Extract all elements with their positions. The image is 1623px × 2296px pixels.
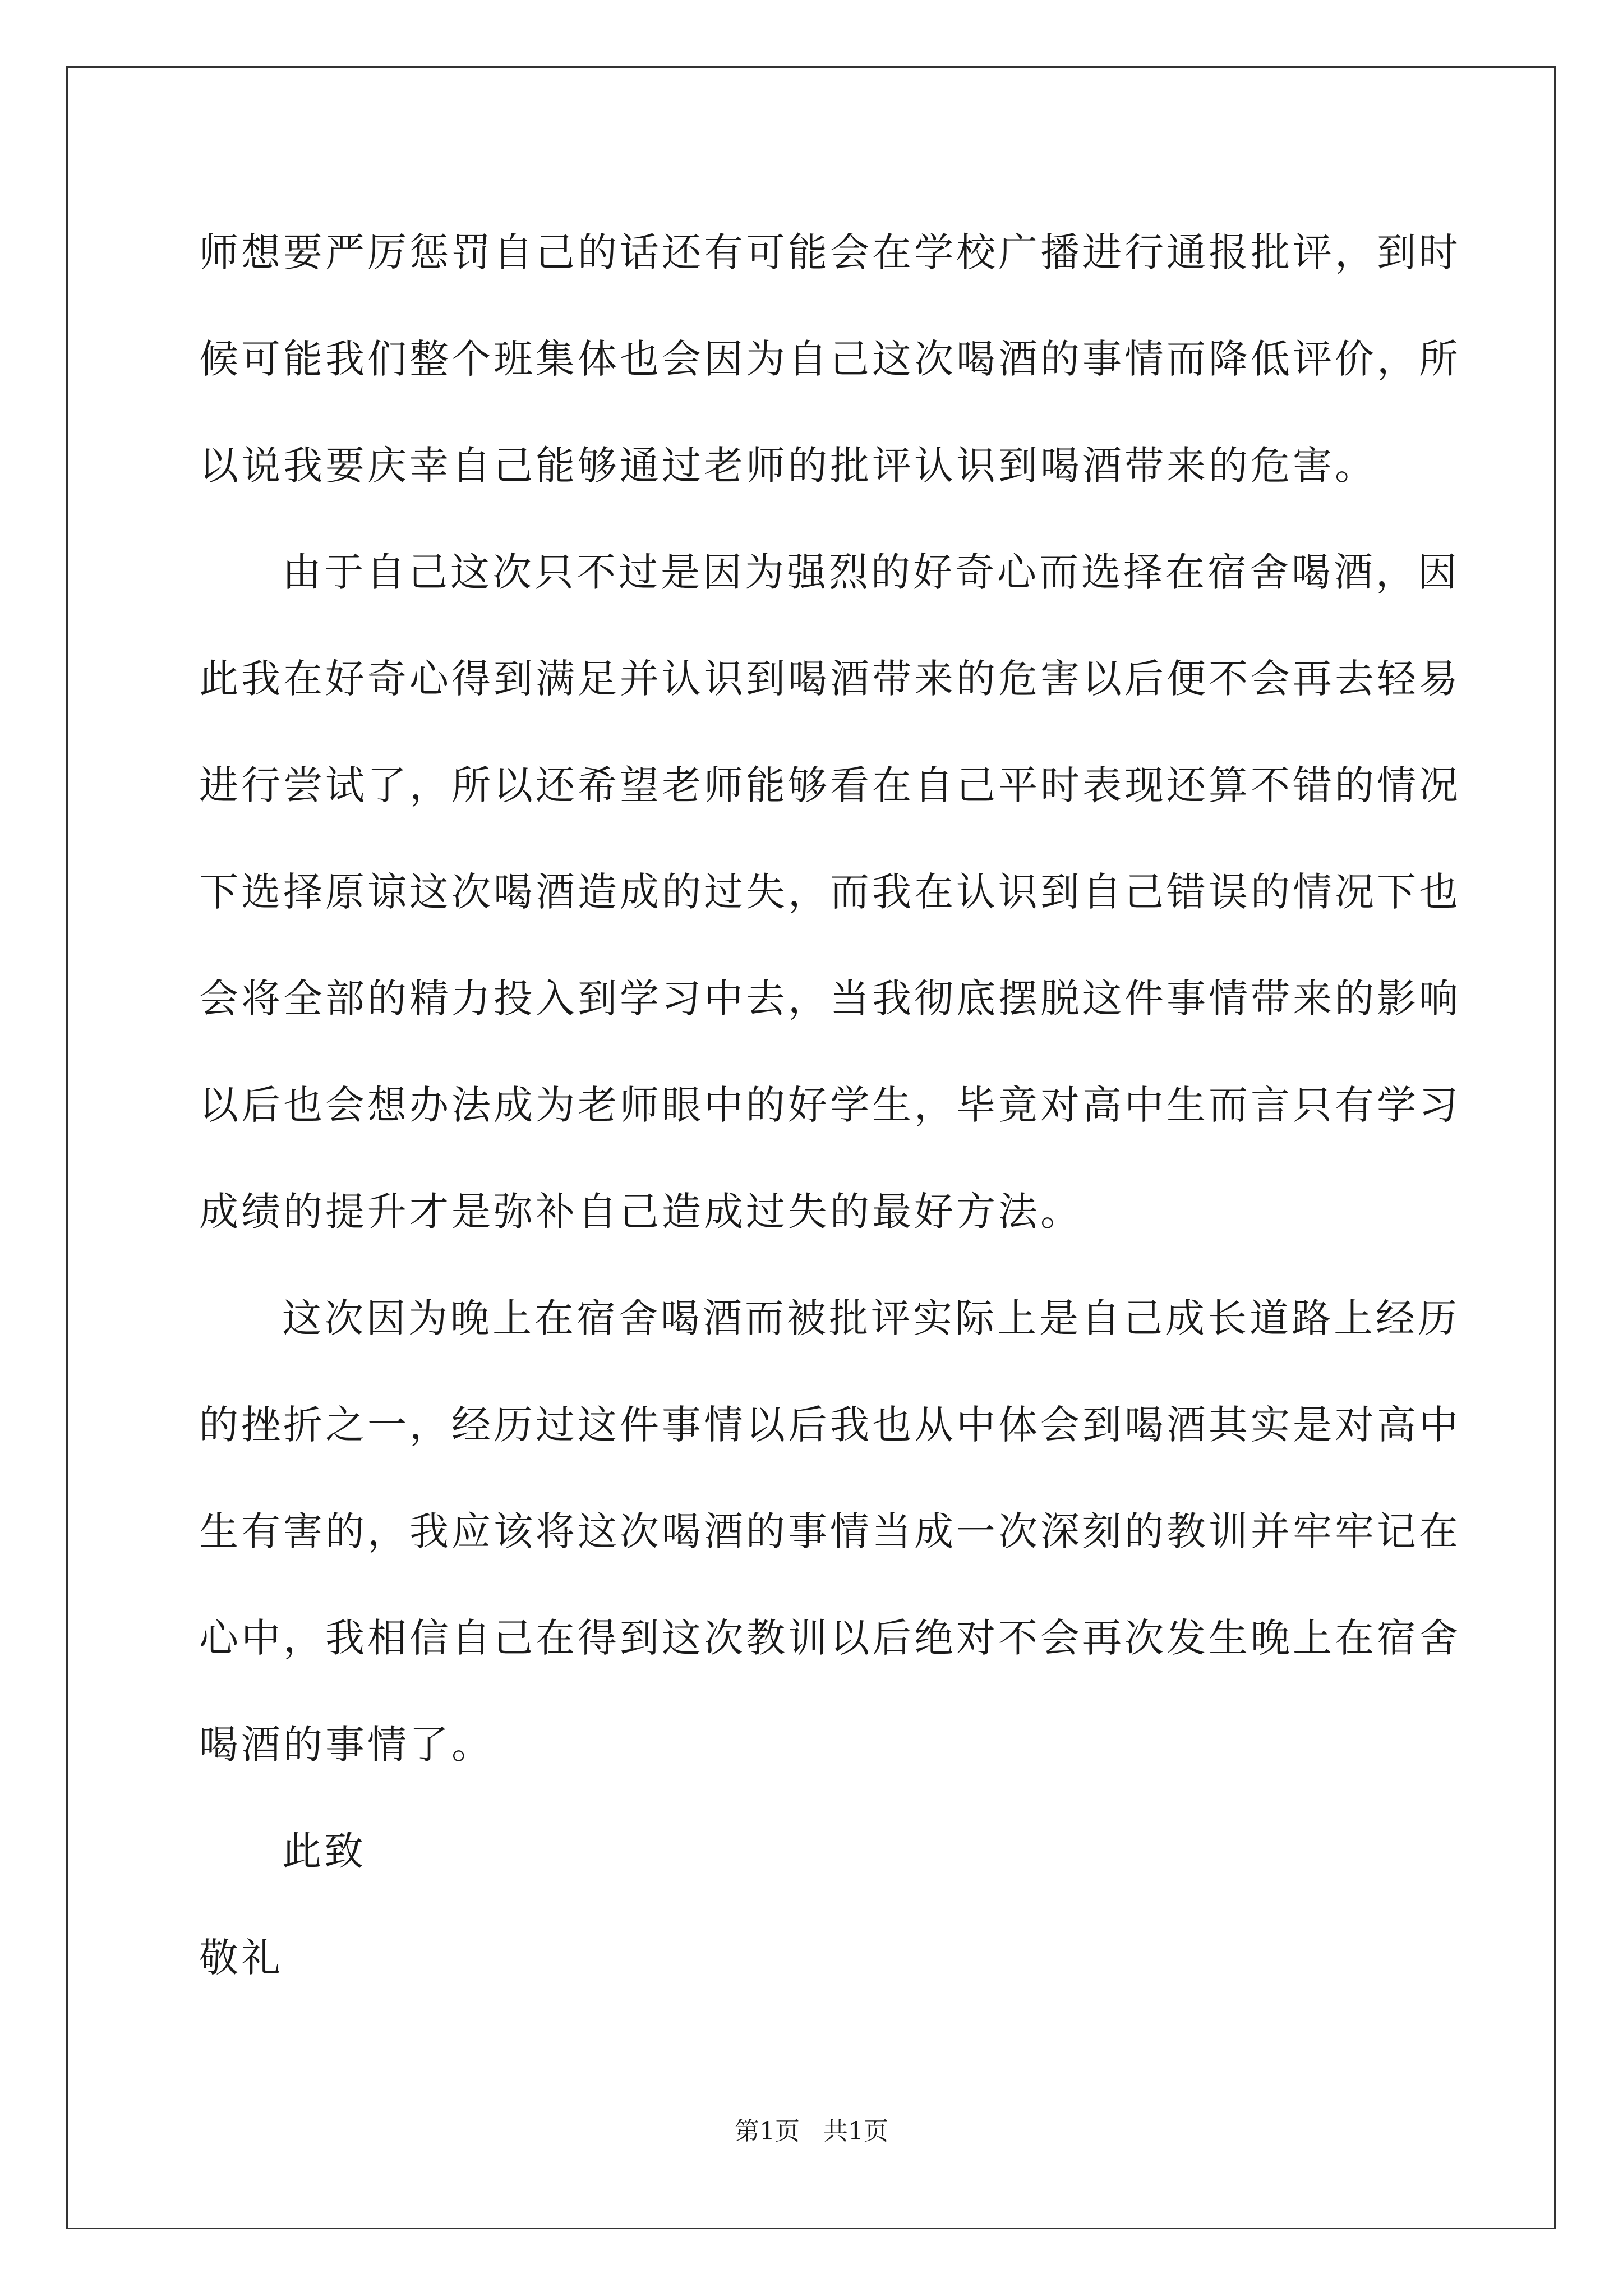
text-line: 成绩的提升才是弥补自己造成过失的最好方法。 [199,1189,1082,1235]
text-line: 师想要严厉惩罚自己的话还有可能会在学校广播进行通报批评，到时 [199,229,1461,275]
text-line: 由于自己这次只不过是因为强烈的好奇心而选择在宿舍喝酒，因 [282,549,1460,595]
text-line: 候可能我们整个班集体也会因为自己这次喝酒的事情而降低评价，所 [199,336,1461,382]
text-line: 下选择原谅这次喝酒造成的过失，而我在认识到自己错误的情况下也 [199,869,1461,915]
text-line: 心中，我相信自己在得到这次教训以后绝对不会再次发生晚上在宿舍 [199,1615,1461,1661]
text-line: 生有害的，我应该将这次喝酒的事情当成一次深刻的教训并牢牢记在 [199,1508,1461,1554]
closing-respect: 敬礼 [199,1935,283,1981]
text-line: 此我在好奇心得到满足并认识到喝酒带来的危害以后便不会再去轻易 [199,656,1461,702]
text-line: 这次因为晚上在宿舍喝酒而被批评实际上是自己成长道路上经历 [282,1295,1460,1341]
text-line: 进行尝试了，所以还希望老师能够看在自己平时表现还算不错的情况 [199,762,1461,808]
document-body [199,213,1461,2025]
text-line: 会将全部的精力投入到学习中去，当我彻底摆脱这件事情带来的影响 [199,976,1461,1022]
text-line: 的挫折之一，经历过这件事情以后我也从中体会到喝酒其实是对高中 [199,1402,1461,1448]
closing-salutation: 此致 [282,1828,366,1874]
text-line: 喝酒的事情了。 [199,1722,494,1768]
text-line: 以后也会想办法成为老师眼中的好学生，毕竟对高中生而言只有学习 [199,1082,1461,1128]
text-line: 以说我要庆幸自己能够通过老师的批评认识到喝酒带来的危害。 [199,443,1377,489]
page-number: 第1页 共1页 [735,2117,888,2146]
